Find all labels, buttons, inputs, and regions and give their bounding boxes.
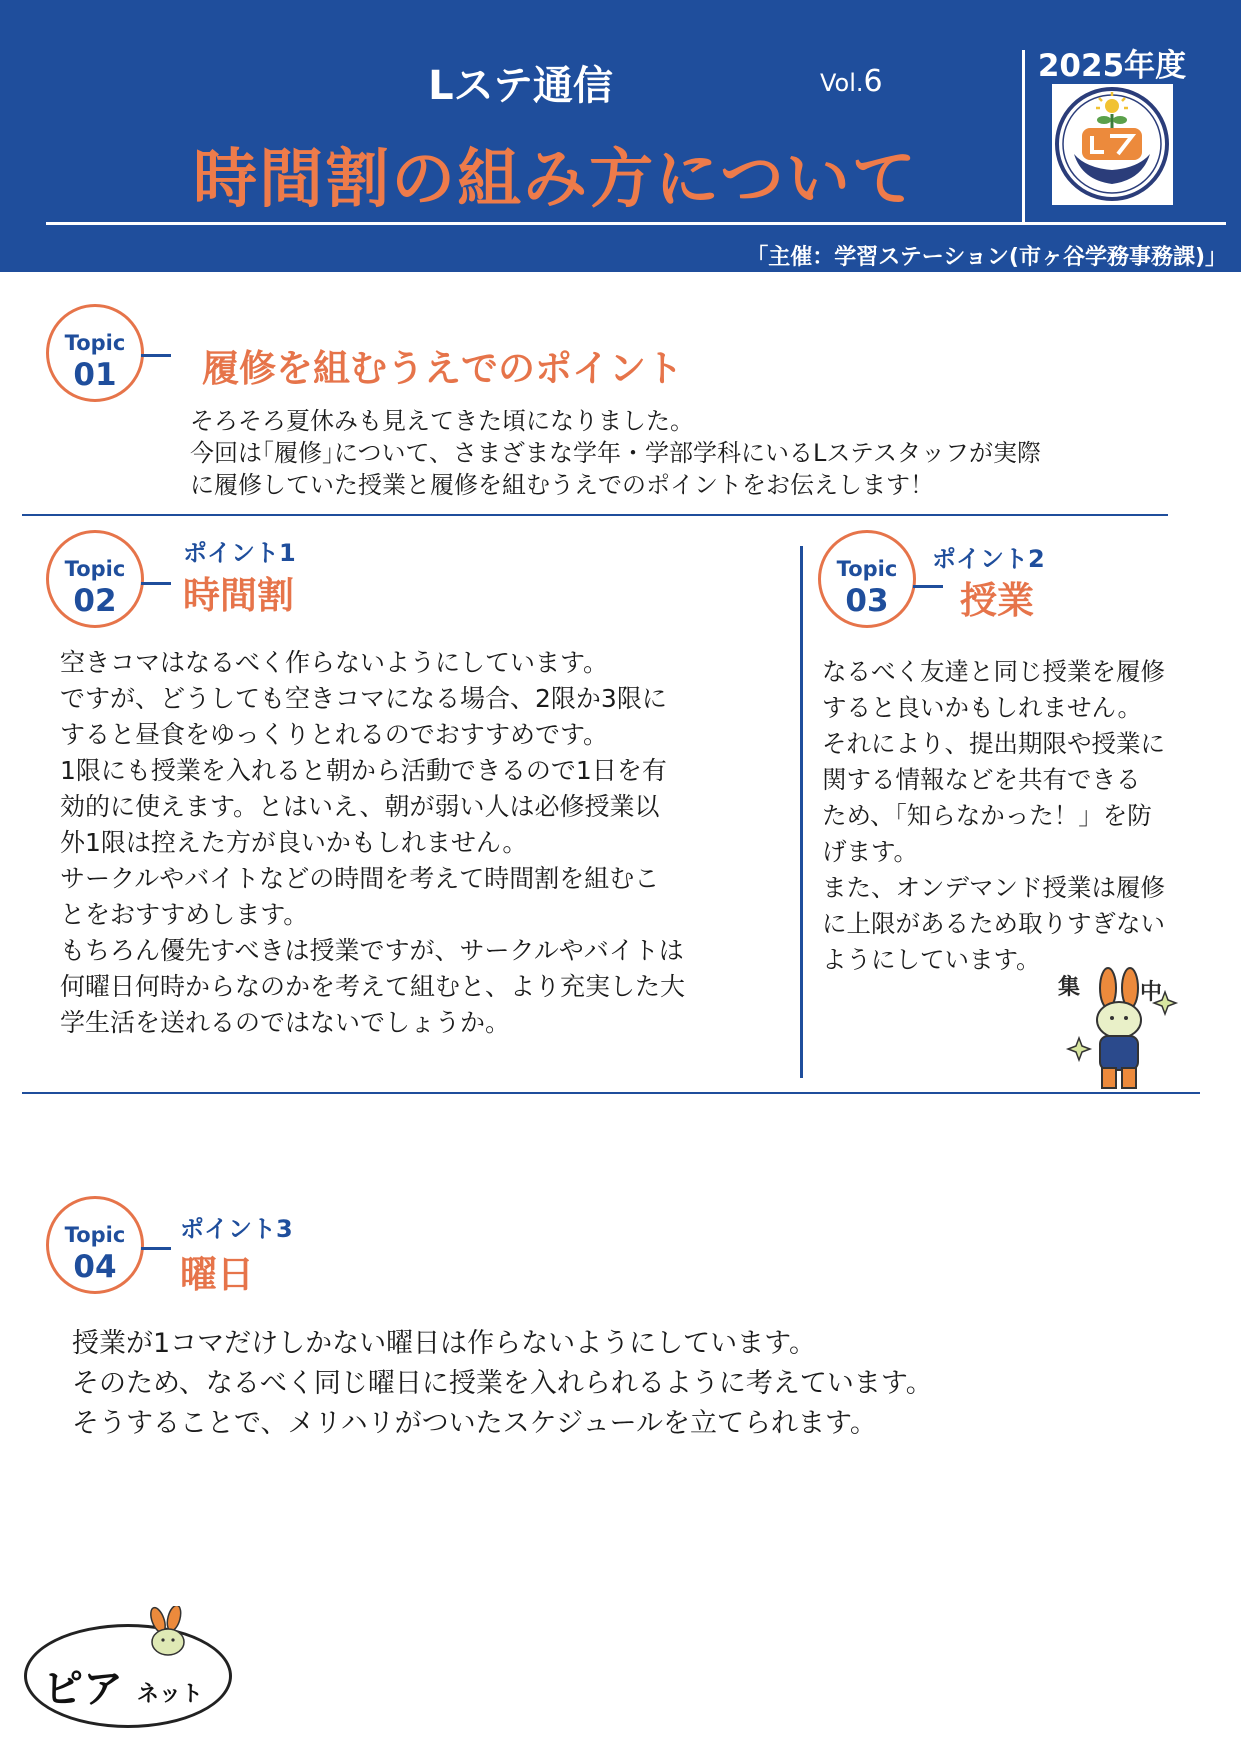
topic-03-subheading: ポイント2	[932, 545, 1045, 573]
topic-number: 03	[845, 583, 889, 619]
rabbit-mascot-icon	[1062, 966, 1182, 1096]
topic-number: 04	[73, 1249, 117, 1285]
organizer-credit: 「主催：学習ステーション(市ヶ谷学務事務課)」	[746, 245, 1227, 270]
l-station-logo	[1052, 84, 1173, 205]
volume-number: Vol.6	[820, 64, 883, 99]
topic-04-body: 授業が1コマだけしかない曜日は作らないようにしています。 そのため、なるべく同じ曜日に授業を入れられるように考えています。 そうすることで、メリハリがついたスケジュールを立てられます。	[72, 1328, 933, 1439]
fiscal-year: 2025年度	[1037, 48, 1187, 84]
header-divider	[46, 222, 1226, 225]
topic-label: Topic	[64, 557, 126, 581]
section-divider	[22, 1092, 1200, 1094]
topic-connector	[141, 354, 171, 357]
header-vertical-divider	[1022, 50, 1025, 222]
topic-02-heading: 時間割	[183, 574, 294, 617]
rabbit-logo-icon	[140, 1606, 202, 1662]
mascot-caption-left: 集	[1058, 975, 1081, 1000]
topic-number: 01	[73, 357, 117, 393]
topic-01-badge	[46, 304, 144, 402]
topic-label: Topic	[64, 1223, 126, 1247]
section-divider	[22, 514, 1168, 516]
topic-03-badge	[818, 530, 916, 628]
topic-04-subheading: ポイント3	[180, 1215, 293, 1243]
mascot-caption-right: 中	[1140, 980, 1163, 1005]
topic-04-badge	[46, 1196, 144, 1294]
topic-02-badge	[46, 530, 144, 628]
topic-number: 02	[73, 583, 117, 619]
column-divider	[800, 546, 803, 1078]
topic-connector	[141, 1247, 171, 1250]
topic-connector	[141, 582, 171, 585]
l-station-logo-icon	[1052, 84, 1173, 205]
topic-label: Topic	[64, 331, 126, 355]
page-title: 時間割の組み方について	[193, 143, 918, 217]
topic-01-heading: 履修を組むうえでのポイント	[202, 347, 683, 390]
topic-02-subheading: ポイント1	[183, 539, 296, 567]
topic-connector	[913, 585, 943, 588]
magazine-title: Lステ通信	[428, 63, 613, 109]
topic-03-heading: 授業	[960, 579, 1034, 622]
topic-03-body: なるべく友達と同じ授業を履修 すると良いかもしれません。 それにより、提出期限や授業に 関する情報などを共有できる ため、「知らなかった！」を防 げます。 また、オンデマンド授業は履修 に上限があるため取りすぎない ようにしています。	[822, 657, 1165, 974]
topic-01-body: そろそろ夏休みも見えてきた頃になりました。 今回は｢履修｣について、さまざまな学年・学部学科にいるLステスタッフが実際 に履修していた授業と履修を組むうえでのポイントをお伝えします！	[190, 407, 1041, 499]
peer-net-logo-main: ピア	[43, 1666, 123, 1712]
topic-label: Topic	[836, 557, 898, 581]
topic-02-body: 空きコマはなるべく作らないようにしています。 ですが、どうしても空きコマになる場合、2限か3限に すると昼食をゆっくりとれるのでおすすめです。 1限にも授業を入れると朝から活動できるので1日を有 効的に使えます。とはいえ、朝が弱い人は必修授業以 外1限は控えた方が良いかもしれません。 サークルやバイトなどの時間を考えて時間割を組むこ とをおすすめします。 もちろん優先すべきは授業ですが、サークルやバイトは 何曜日何時からなのかを考えて組むと、より充実した大 学生活を送れるのではないでしょうか。	[60, 648, 686, 1037]
peer-net-logo-small: ネット	[137, 1682, 204, 1707]
topic-04-heading: 曜日	[180, 1253, 254, 1296]
